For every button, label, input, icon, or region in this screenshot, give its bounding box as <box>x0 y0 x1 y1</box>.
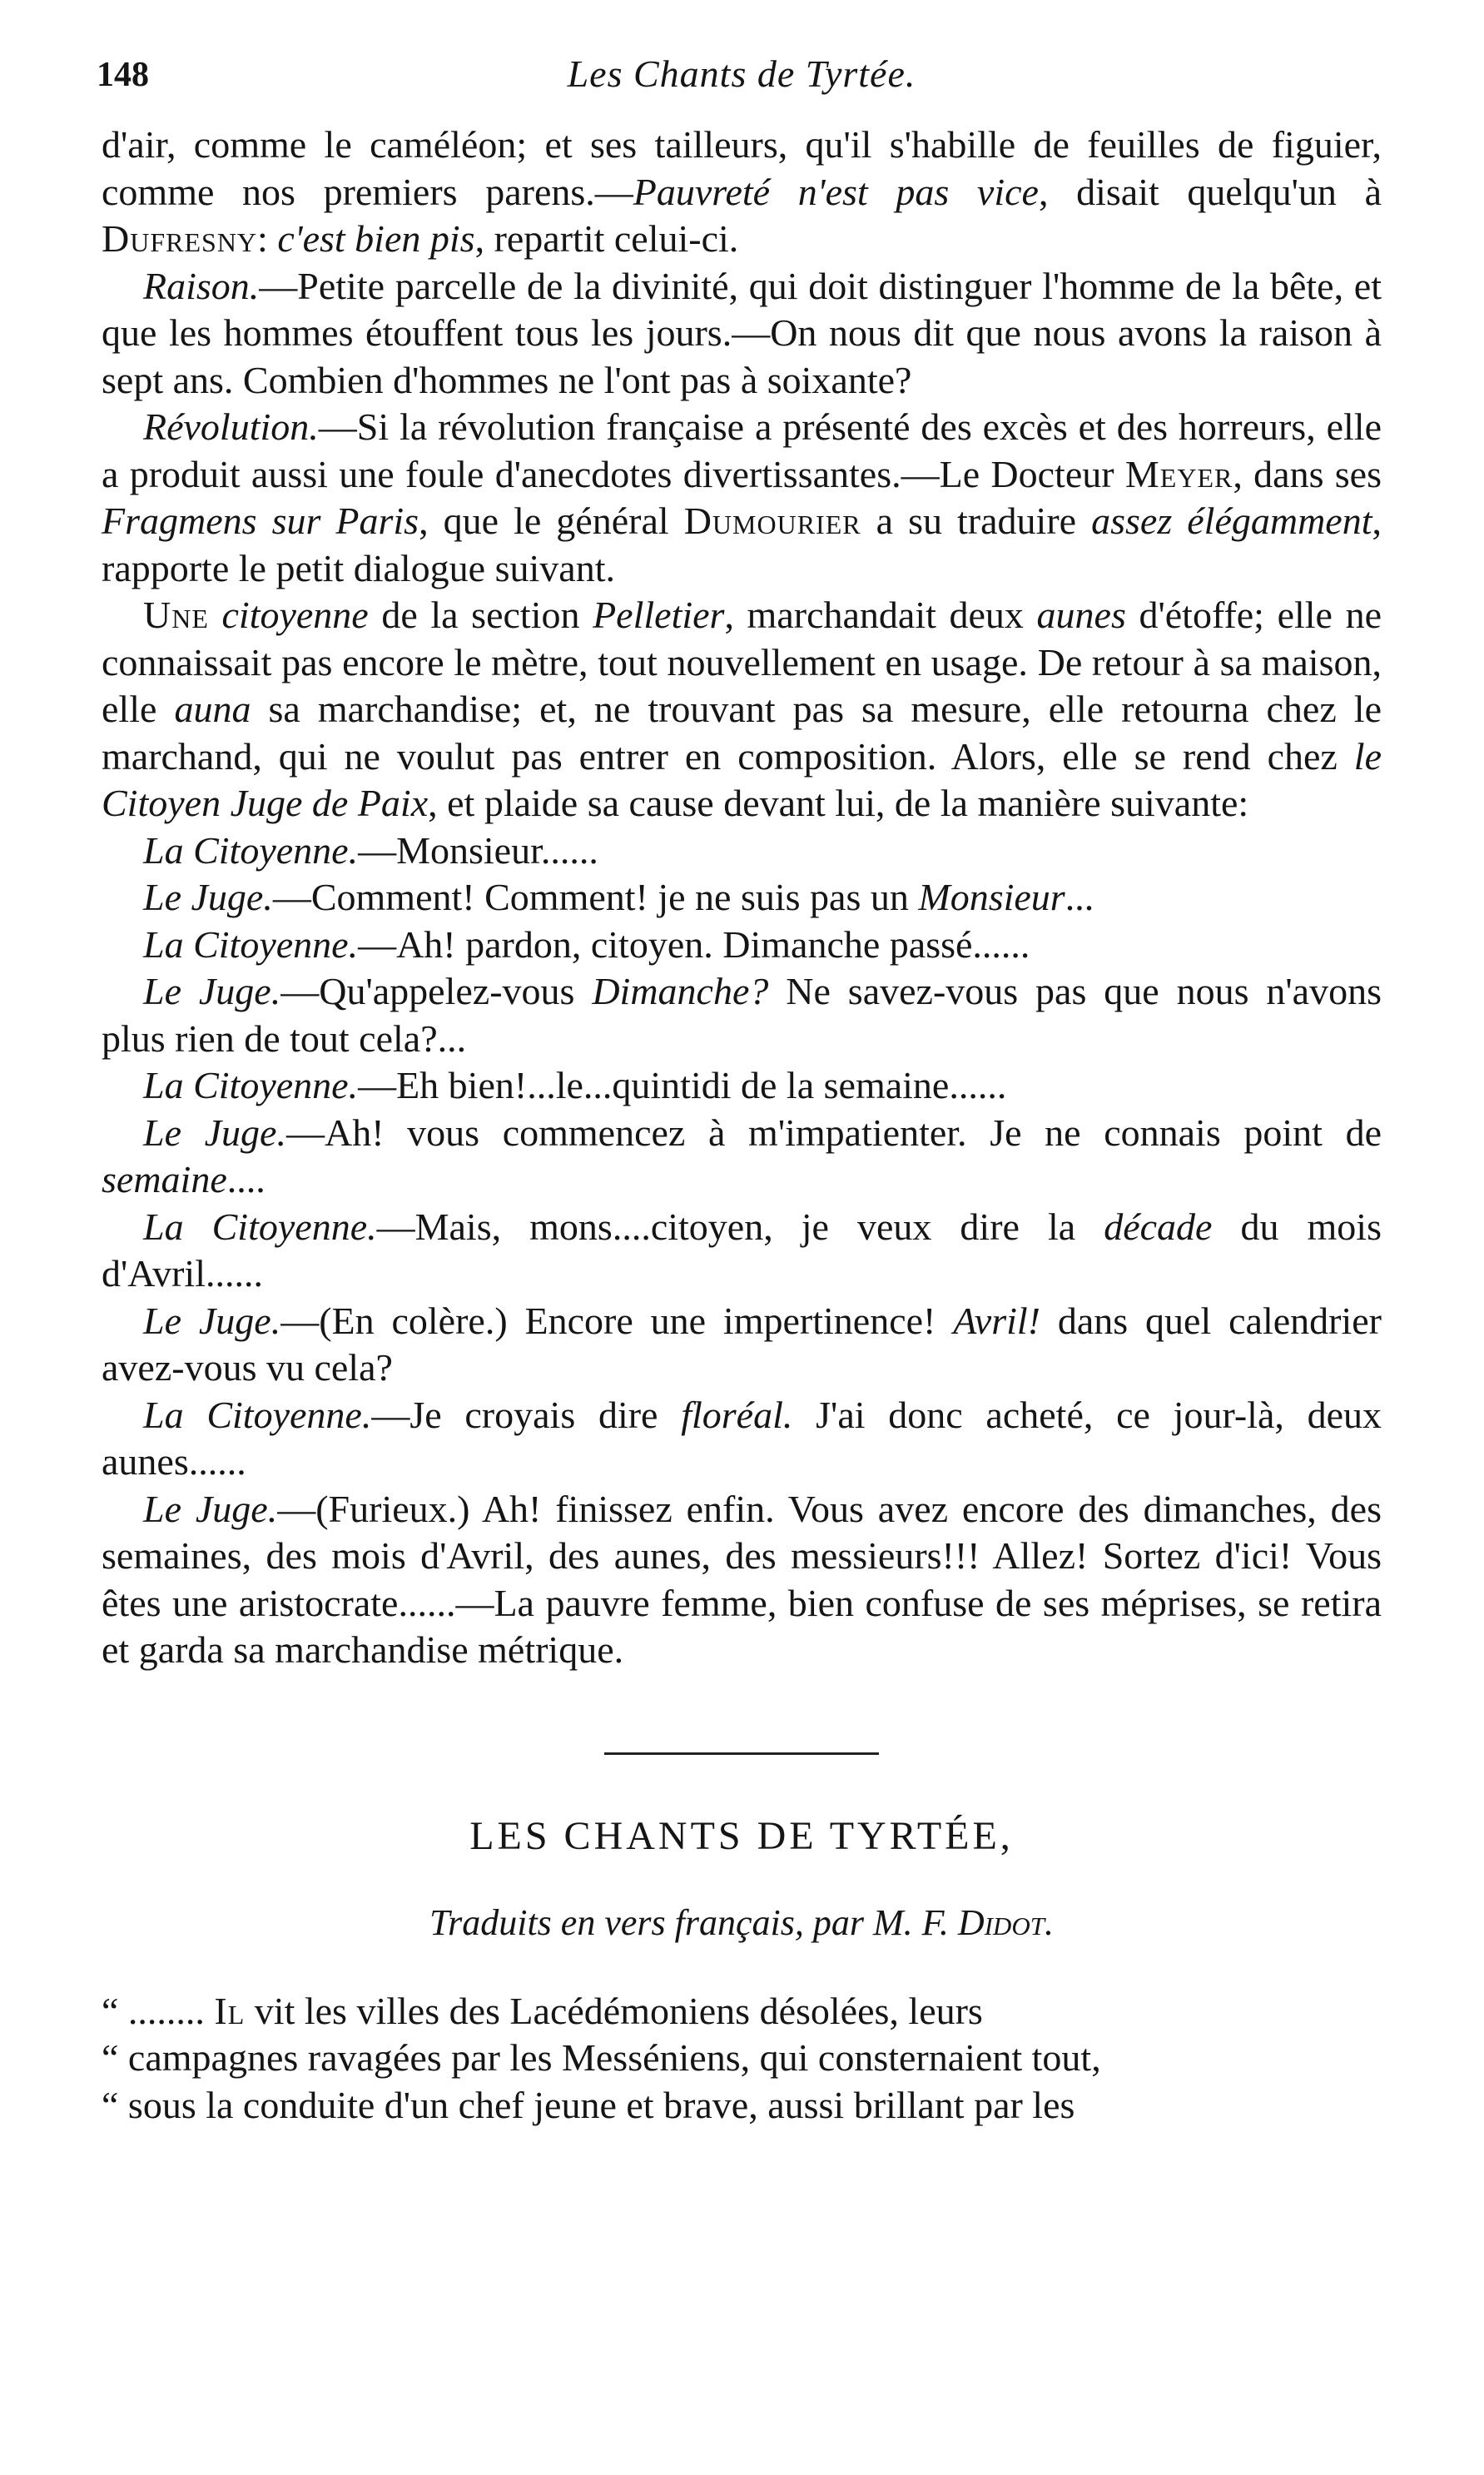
page <box>97 50 1382 2448</box>
italic-run: Pauvreté n'est pas vice <box>633 170 1039 213</box>
text-run: —Si la révolution française a présenté des excès et des horreurs, elle a produit aussi une foule d'anecdotes divertissantes.—Le Docteur <box>102 405 1382 495</box>
dialogue-text: —(En colère.) Encore une impertinence! <box>280 1299 954 1342</box>
dialogue-line <box>102 1204 1382 1298</box>
translator-name: Didot <box>957 1901 1045 1943</box>
text-run: , repartit celui-ci. <box>474 217 739 260</box>
text-run: , que le général <box>419 499 684 542</box>
page-number: 148 <box>97 56 149 94</box>
italic-run: c'est bien pis <box>277 217 475 260</box>
text-run: , et plaide sa cause devant lui, de la manière suivante: <box>428 782 1249 824</box>
text-run: d'étoffe; elle ne connaissait pas encore le mètre, tout nouvellement en usage. De retour à sa maison, elle <box>102 594 1382 730</box>
subtitle-text: . <box>1044 1901 1054 1943</box>
dialogue-text: —(Furieux.) Ah! finissez enfin. Vous avez encore des dimanches, des semaines, des mois d'Avril, des aunes, des messieurs!!! Allez! Sortez d'ici! Vous êtes une aristocrate......—La pauvre femme, bien confuse de ses méprises, se retira et garda sa marchandise métrique. <box>102 1487 1382 1671</box>
body-text <box>102 122 1382 1674</box>
entry-heading: Raison. <box>143 264 260 307</box>
speaker: Le Juge. <box>143 1487 278 1530</box>
speaker: Le Juge. <box>143 970 281 1012</box>
quote-line <box>102 1988 1382 2035</box>
italic-run: décade <box>1104 1205 1213 1248</box>
dialogue-text: —Qu'appelez-vous <box>280 970 593 1012</box>
text-run: , disait quelqu'un à <box>1038 170 1382 213</box>
quote-text: vit les villes des Lacédémoniens désolées, leurs <box>245 1989 983 2032</box>
text-run: d'air, comme le caméléon; et ses tailleurs, qu'il s'habille de feuilles de figuier, comme nos premiers parens.— <box>102 123 1382 213</box>
quote-line: “ campagnes ravagées par les Messéniens, qui consternaient tout, <box>102 2036 1101 2079</box>
italic-run: Pelletier <box>593 594 725 636</box>
dialogue-text: —Eh bien!...le...quintidi de la semaine...... <box>358 1064 1007 1106</box>
dialogue-line <box>102 922 1382 969</box>
paragraph-citoyenne <box>102 592 1382 827</box>
text-run: de la section <box>368 594 593 636</box>
author-name: Meyer <box>1124 452 1233 495</box>
drop-word: Il <box>214 1989 246 2032</box>
speaker: La Citoyenne. <box>143 828 359 872</box>
dialogue-line <box>102 874 1382 922</box>
speaker: Le Juge. <box>143 1111 286 1154</box>
dialogue-line <box>102 968 1382 1062</box>
dialogue-text: ... <box>1065 876 1094 918</box>
dialogue-text: —Comment! Comment! je ne suis pas un <box>272 876 919 918</box>
dialogue-line <box>102 1392 1382 1486</box>
text-run: a su traduire <box>861 499 1092 542</box>
dialogue-line <box>102 1486 1382 1674</box>
text-run <box>209 594 222 636</box>
text-run: sa marchandise; et, ne trouvant pas sa mesure, elle retourna chez le marchand, qui ne voulut pas entrer en composition. Alors, elle se rend chez <box>102 688 1382 778</box>
dialogue-text: —Monsieur...... <box>358 828 598 872</box>
dialogue-line <box>102 1298 1382 1392</box>
author-name: Dufresny <box>102 217 258 260</box>
speaker: Le Juge. <box>143 1299 281 1342</box>
text-run: , rapporte le petit dialogue suivant. <box>102 499 1382 589</box>
italic-run: Dimanche? <box>592 970 769 1012</box>
text-run: , dans ses <box>1233 452 1382 495</box>
speaker: Le Juge. <box>143 876 273 918</box>
text-run: —Petite parcelle de la divinité, qui doit distinguer l'homme de la bête, et que les hommes étouffent tous les jours.—On nous dit que nous avons la raison à sept ans. Combien d'hommes ne l'ont pas à soixante? <box>102 264 1382 401</box>
drop-word: Une <box>143 594 209 636</box>
running-title: Les Chants de Tyrtée. <box>567 52 916 95</box>
italic-run: semaine <box>102 1158 227 1200</box>
paragraph-revolution <box>102 404 1382 592</box>
italic-run: assez élégamment <box>1091 499 1372 542</box>
dialogue-text: —Ah! vous commencez à m'impatienter. Je ne connais point de <box>285 1111 1382 1154</box>
quote-text: “ ........ <box>102 1989 215 2032</box>
page-header <box>97 50 1382 122</box>
dialogue-line <box>102 827 1382 875</box>
dialogue-text: Ne savez-vous pas que nous n'avons plus rien de tout cela?... <box>102 970 1382 1060</box>
text-run: : <box>257 217 278 260</box>
dialogue-text: —Mais, mons....citoyen, je veux dire la <box>376 1205 1104 1248</box>
dialogue-text: —Je croyais dire <box>371 1393 682 1436</box>
dialogue-text: J'ai donc acheté, ce jour-là, deux aunes...... <box>102 1393 1382 1483</box>
author-name: Dumourier <box>683 499 861 542</box>
dialogue-text: du mois d'Avril...... <box>102 1205 1382 1295</box>
dialogue-line <box>102 1062 1382 1110</box>
dialogue-text: —Ah! pardon, citoyen. Dimanche passé...... <box>358 922 1030 966</box>
speaker: La Citoyenne. <box>143 1393 372 1436</box>
section-subtitle <box>102 1901 1382 1960</box>
paragraph-raison <box>102 263 1382 405</box>
subtitle-text: Traduits en vers français, par M. F. <box>429 1901 958 1943</box>
dialogue-line <box>102 1110 1382 1204</box>
italic-run: Avril! <box>953 1299 1040 1342</box>
speaker: La Citoyenne. <box>143 1064 359 1106</box>
italic-run: le Citoyen Juge de Paix <box>102 734 1382 824</box>
dialogue-text: .... <box>226 1158 266 1200</box>
section-divider <box>604 1752 879 1755</box>
italic-run: floréal. <box>681 1393 793 1436</box>
text-run: , marchandait deux <box>724 594 1037 636</box>
italic-run: aunes <box>1036 594 1126 636</box>
quoted-passage <box>102 1988 1382 2130</box>
paragraph-tailleurs <box>102 122 1382 263</box>
entry-heading: Révolution. <box>143 405 319 448</box>
speaker: La Citoyenne. <box>143 922 359 966</box>
italic-run: Monsieur <box>918 876 1065 918</box>
speaker: La Citoyenne. <box>143 1205 377 1248</box>
italic-run: Fragmens sur Paris <box>102 499 419 542</box>
italic-run: auna <box>174 688 251 730</box>
quote-line: “ sous la conduite d'un chef jeune et brave, aussi brillant par les <box>102 2083 1075 2126</box>
dialogue-text: dans quel calendrier avez-vous vu cela? <box>102 1299 1382 1389</box>
section-title: LES CHANTS DE TYRTÉE, <box>469 1813 1014 1858</box>
italic-run: citoyenne <box>221 594 369 636</box>
